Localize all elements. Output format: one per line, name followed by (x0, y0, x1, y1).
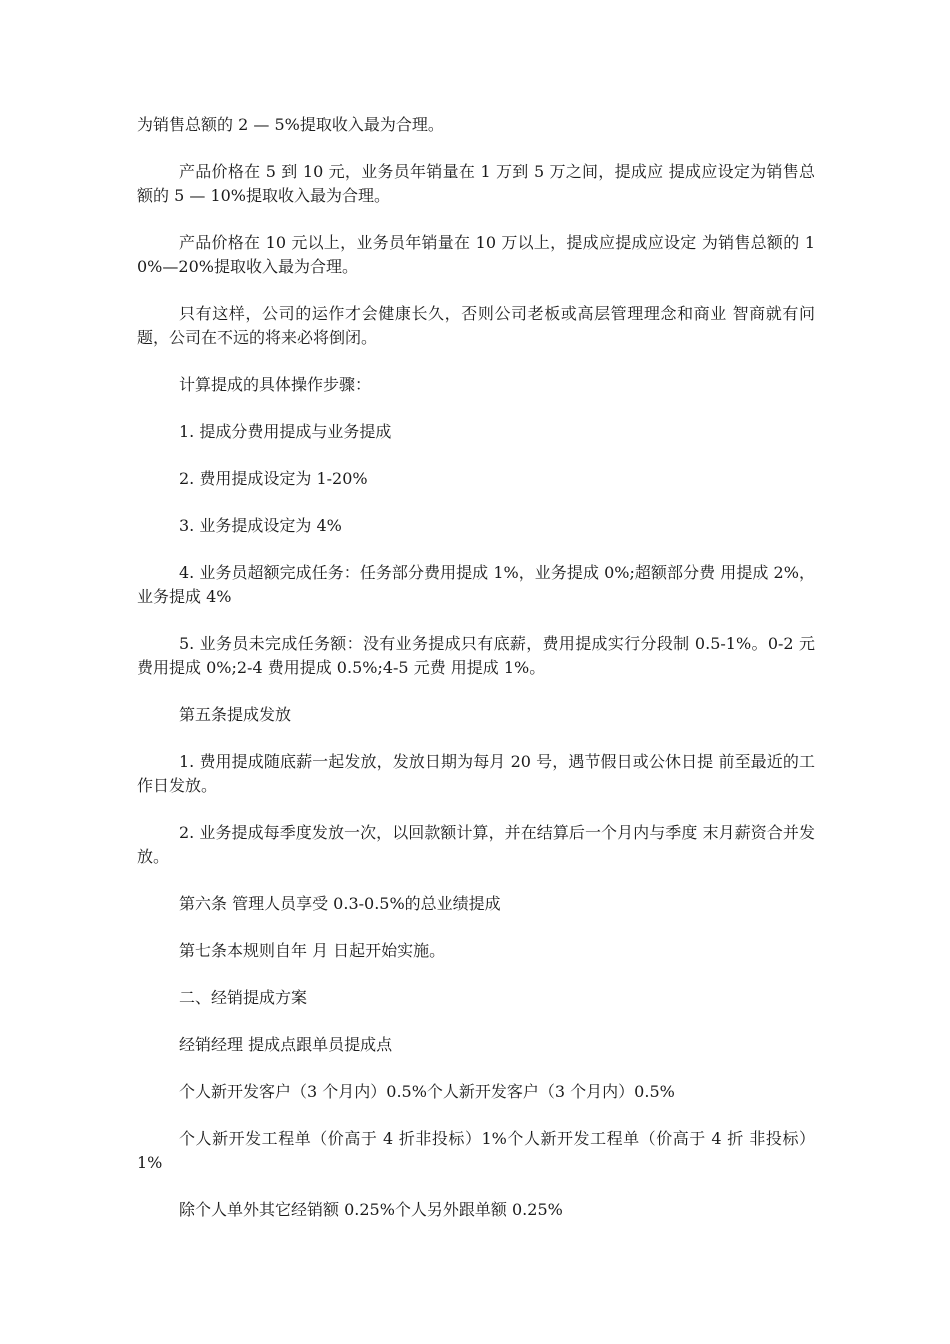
paragraph: 产品价格在 10 元以上，业务员年销量在 10 万以上，提成应提成应设定 为销售总额的 10%—20%提取收入最为合理。 (137, 233, 815, 276)
section-heading: 第五条提成发放 (179, 705, 292, 724)
list-item: 1. 提成分费用提成与业务提成 (179, 422, 392, 441)
list-item: 5. 业务员未完成任务额：没有业务提成只有底薪，费用提成实行分段制 0.5-1%。0-2 元费用提成 0%;2-4 费用提成 0.5%;4-5 元费 用提成 1%。 (137, 634, 815, 677)
paragraph: 个人新开发工程单（价高于 4 折非投标）1%个人新开发工程单（价高于 4 折 非投标）1% (137, 1129, 815, 1172)
paragraph: 除个人单外其它经销额 0.25%个人另外跟单额 0.25% (179, 1200, 563, 1219)
section-intro: 计算提成的具体操作步骤： (179, 375, 372, 394)
paragraph: 只有这样，公司的运作才会健康长久，否则公司老板或高层管理理念和商业 智商就有问题，公司在不远的将来必将倒闭。 (137, 304, 815, 347)
list-item: 3. 业务提成设定为 4% (179, 516, 342, 535)
paragraph: 为销售总额的 2 — 5%提取收入最为合理。 (137, 115, 444, 134)
list-item: 4. 业务员超额完成任务：任务部分费用提成 1%，业务提成 0%;超额部分费 用提成 2%，业务提成 4% (137, 563, 815, 606)
section-heading: 第六条 管理人员享受 0.3-0.5%的总业绩提成 (179, 894, 501, 913)
list-item: 2. 费用提成设定为 1-20% (179, 469, 368, 488)
paragraph: 个人新开发客户（3 个月内）0.5%个人新开发客户（3 个月内）0.5% (179, 1082, 675, 1101)
list-item: 1. 费用提成随底薪一起发放，发放日期为每月 20 号，遇节假日或公休日提 前至最近的工作日发放。 (137, 752, 815, 795)
paragraph: 产品价格在 5 到 10 元，业务员年销量在 1 万到 5 万之间，提成应 提成应设定为销售总额的 5 — 10%提取收入最为合理。 (137, 162, 815, 205)
section-heading: 第七条本规则自年 月 日起开始实施。 (179, 941, 446, 960)
section-heading: 二、经销提成方案 (179, 988, 308, 1007)
document-body (137, 113, 815, 1245)
paragraph: 经销经理 提成点跟单员提成点 (179, 1035, 393, 1054)
list-item: 2. 业务提成每季度发放一次，以回款额计算，并在结算后一个月内与季度 末月薪资合并发放。 (137, 823, 815, 866)
